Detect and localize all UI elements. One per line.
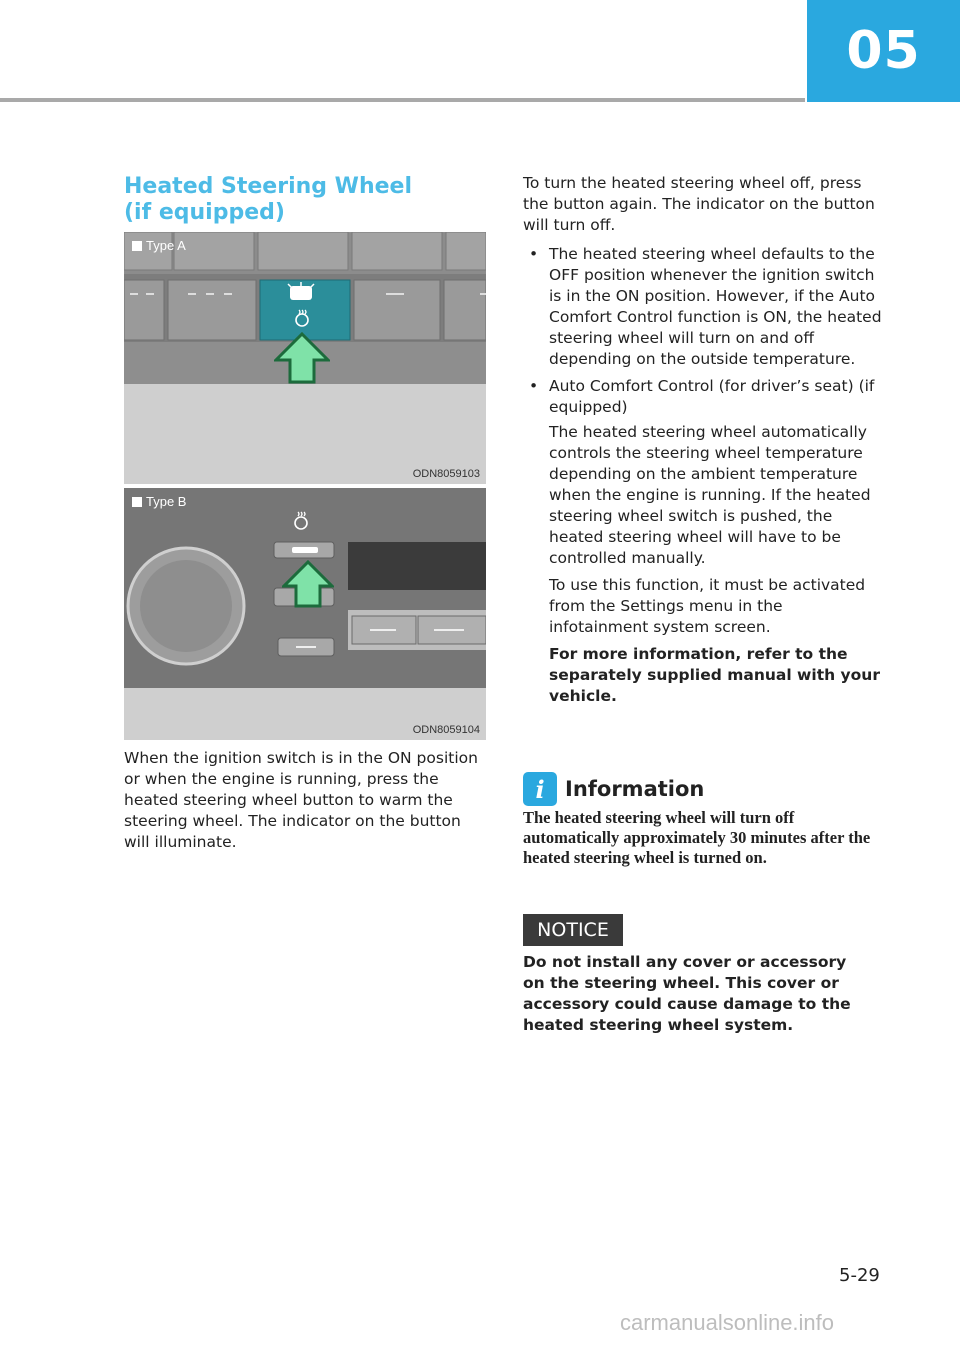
section-title — [124, 174, 484, 226]
page-number: 5-29 — [839, 1265, 880, 1286]
section-title-line1: Heated Steering Wheel — [124, 174, 412, 199]
label-square-icon — [132, 241, 142, 251]
chapter-tab: 05 — [807, 0, 960, 102]
section-title-line2: (if equipped) — [124, 200, 285, 225]
figure-type-b-label-text: Type B — [146, 494, 187, 509]
label-square-icon — [132, 497, 142, 507]
information-icon: i — [523, 772, 557, 806]
information-text: The heated steering wheel will turn off automatically approximately 30 minutes after the heated steering wheel is turned on. — [523, 808, 871, 867]
figure-type-a-label — [132, 238, 186, 253]
information-title: Information — [565, 777, 705, 801]
bullet-auto-comfort-desc: The heated steering wheel automatically controls the steering wheel temperature depending on the ambient temperature when the engine is running. If the heated steering wheel switch is pushed, the heated steering wheel will have to be controlled manually. — [549, 423, 871, 567]
press-arrow-icon — [274, 332, 330, 384]
intro-paragraph: When the ignition switch is in the ON position or when the engine is running, press the heated steering wheel button to warm the steering wheel. The indicator on the button will illuminate. — [124, 749, 478, 851]
indicator-light-icon — [290, 545, 320, 555]
heated-steering-wheel-icon-b — [290, 510, 312, 532]
indicator-glow-icon — [286, 282, 316, 304]
right-column — [523, 173, 883, 713]
turn-off-paragraph: To turn the heated steering wheel off, press the button again. The indicator on the button will turn off. — [523, 174, 875, 234]
bullet-auto-comfort — [523, 376, 883, 707]
bullet-auto-comfort-more-info: For more information, refer to the separately supplied manual with your vehicle. — [549, 645, 880, 705]
bullet-default-off — [523, 244, 883, 370]
figure-type-a-label-text: Type A — [146, 238, 186, 253]
bullet-marker: • — [529, 377, 539, 395]
figure-type-a — [124, 232, 486, 484]
press-arrow-icon-b — [282, 560, 334, 608]
bullet-auto-comfort-title: Auto Comfort Control (for driver’s seat) (if equipped) — [549, 377, 875, 416]
figure-type-b-label — [132, 494, 186, 509]
information-header — [523, 772, 704, 806]
heated-steering-wheel-icon — [292, 308, 312, 328]
header-rule — [0, 98, 805, 102]
figure-type-a-code: ODN8059103 — [412, 468, 480, 480]
notice-badge: NOTICE — [523, 914, 623, 946]
bullet-default-off-text: The heated steering wheel defaults to the OFF position whenever the ignition switch is in the ON position. However, if the Auto Comfort Control function is ON, the heated steering wheel will turn on and off depending on the outside temperature. — [549, 245, 882, 368]
bullet-marker: • — [529, 245, 539, 263]
bullet-auto-comfort-activate: To use this function, it must be activated from the Settings menu in the infotainment system screen. — [549, 576, 866, 636]
figure-type-b-code: ODN8059104 — [412, 724, 480, 736]
notice-text: Do not install any cover or accessory on the steering wheel. This cover or accessory could cause damage to the heated steering wheel system. — [523, 953, 851, 1034]
figure-type-b — [124, 488, 486, 740]
watermark: carmanualsonline.info — [620, 1310, 835, 1335]
